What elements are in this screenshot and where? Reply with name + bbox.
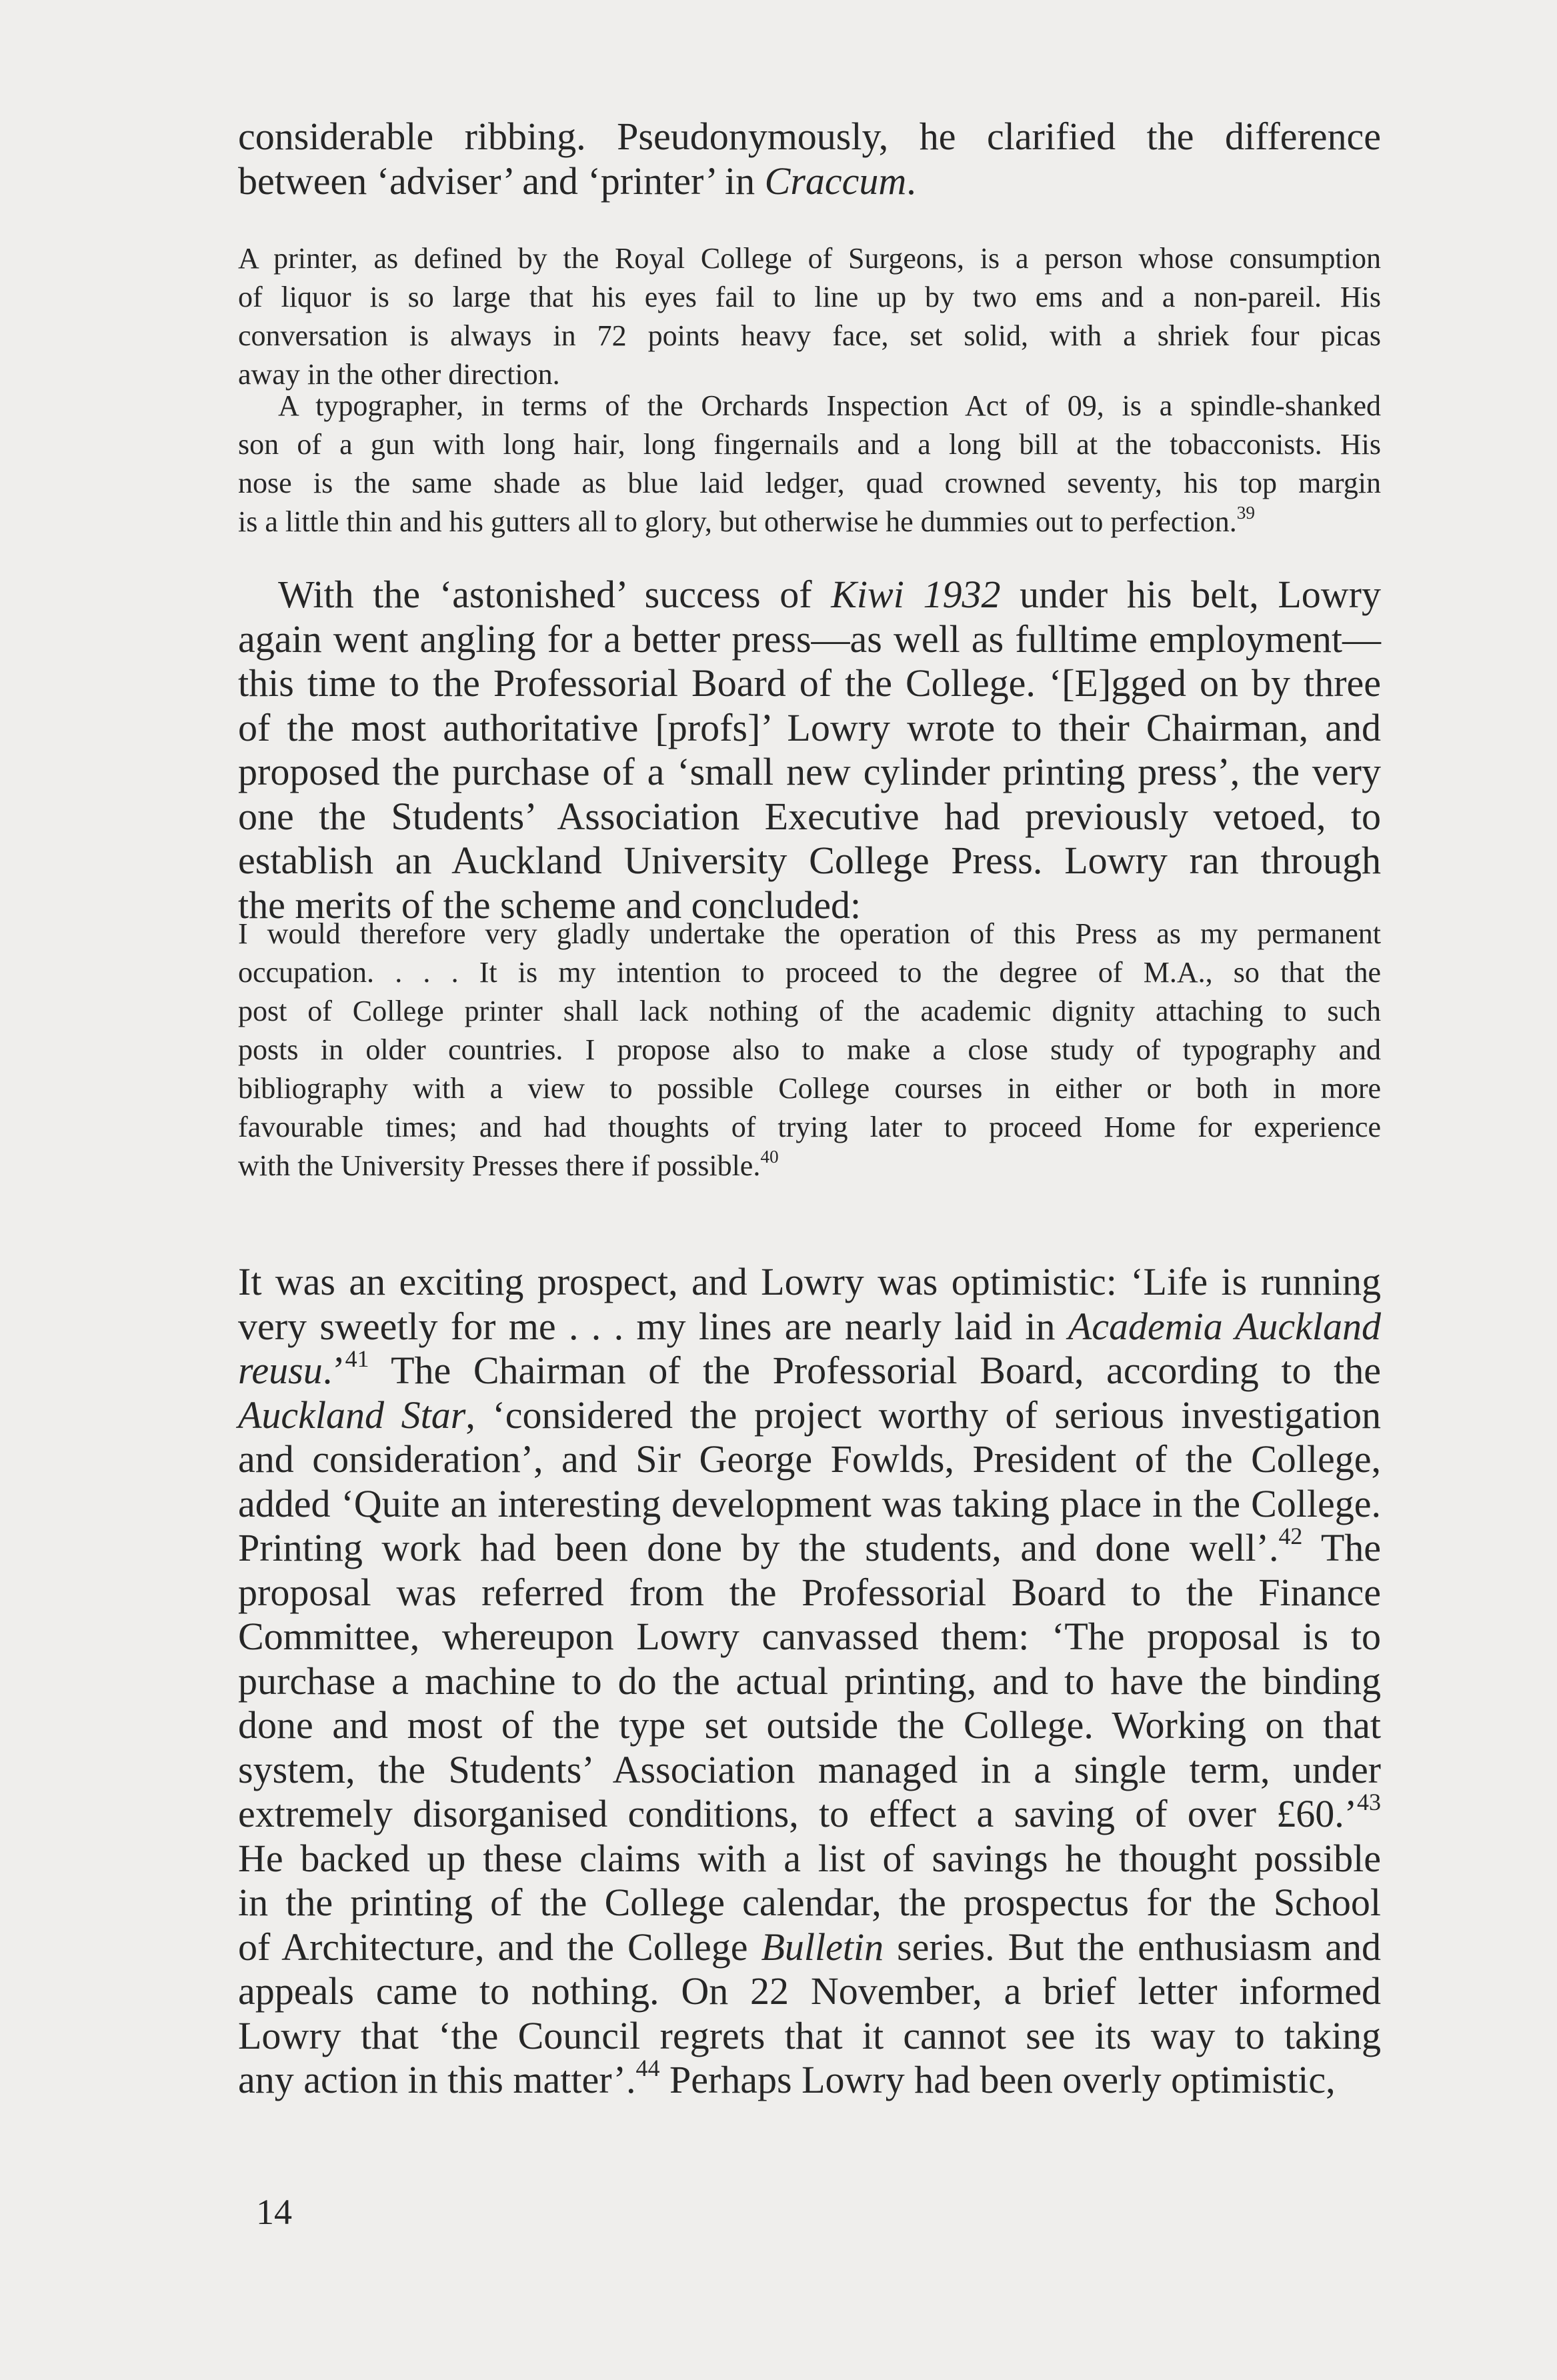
text-line: Printing work had been done by the students, and done well’.$^{42}$ The (238, 1522, 1382, 1569)
footnote-ref: 44 (635, 2054, 660, 2081)
italic-text: reusu (238, 1349, 323, 1392)
text-line: conversation is always in 72 points heavy face, set solid, with a shriek four picas (238, 319, 1381, 352)
text-line: added ‘Quite an interesting development was taking place in the College. (238, 1481, 1381, 1525)
paragraph-3 (238, 1260, 1381, 2103)
footnote-ref: 42 (1278, 1522, 1303, 1549)
italic-text: Academia Auckland (1068, 1304, 1381, 1348)
text-line: Lowry that ‘the Council regrets that it cannot see its way to taking (238, 2013, 1381, 2057)
block-quote-1b (238, 387, 1381, 541)
italic-text: Kiwi 1932 (831, 573, 1001, 616)
text-line: reusu.’$^{41}$ The Chairman of the Professorial Board, according to the (238, 1345, 1381, 1392)
text-line: bibliography with a view to possible College courses in either or both in more (238, 1072, 1381, 1105)
footnote-ref: 40 (760, 1146, 779, 1167)
footnote-ref: 43 (1357, 1788, 1381, 1815)
text-line: again went angling for a better press—as well as fulltime employment— (238, 617, 1381, 661)
text-line: considerable ribbing. Pseudonymously, he clarified the difference (238, 115, 1381, 158)
text-line: purchase a machine to do the actual printing, and to have the binding (238, 1659, 1381, 1703)
paragraph-2 (238, 573, 1381, 927)
text-line: post of College printer shall lack nothing of the academic dignity attaching to such (238, 995, 1381, 1027)
text-line: between ‘adviser’ and ‘printer’ in Craccum. (238, 159, 916, 203)
text-line: posts in older countries. I propose also to make a close study of typography and (238, 1033, 1381, 1066)
text-line: in the printing of the College calendar, the prospectus for the School (238, 1881, 1381, 1924)
text-line: I would therefore very gladly undertake the operation of this Press as my permanent (238, 917, 1381, 950)
page-number: 14 (256, 2192, 292, 2232)
text-line: of liquor is so large that his eyes fail to line up by two ems and a non-pareil. His (238, 281, 1381, 313)
text-line: proposed the purchase of a ‘small new cylinder printing press’, the very (238, 750, 1381, 793)
text-line: done and most of the type set outside the College. Working on that (238, 1703, 1381, 1747)
italic-text: Bulletin (761, 1925, 884, 1969)
italic-text: Craccum (764, 159, 907, 203)
text-line: favourable times; and had thoughts of trying later to proceed Home for experience (238, 1111, 1381, 1143)
text-line: Committee, whereupon Lowry canvassed them: ‘The proposal is to (238, 1615, 1381, 1658)
text-line: is a little thin and his gutters all to glory, but otherwise he dummies out to perfection.$^{39}$ (238, 502, 1256, 538)
text-line: very sweetly for me . . . my lines are nearly laid in Academia Auckland (238, 1304, 1381, 1348)
text-line: this time to the Professorial Board of the College. ‘[E]gged on by three (238, 661, 1381, 705)
footnote-ref: 39 (1236, 502, 1256, 523)
text-line: A printer, as defined by the Royal College of Surgeons, is a person whose consumption (238, 242, 1381, 275)
text-line: system, the Students’ Association managed in a single term, under (238, 1747, 1381, 1791)
text-line: away in the other direction. (238, 358, 560, 391)
text-line: of the most authoritative [profs]’ Lowry wrote to their Chairman, and (238, 705, 1381, 749)
text-line: Auckland Star, ‘considered the project worthy of serious investigation (238, 1393, 1381, 1437)
text-line: He backed up these claims with a list of savings he thought possible (238, 1836, 1381, 1880)
text-line: the merits of the scheme and concluded: (238, 883, 862, 927)
footnote-ref: 41 (345, 1345, 369, 1372)
text-line: proposal was referred from the Professorial Board to the Finance (238, 1570, 1381, 1614)
text-line: son of a gun with long hair, long fingernails and a long bill at the tobacconists. His (238, 428, 1381, 461)
text-line: nose is the same shade as blue laid ledger, quad crowned seventy, his top margin (238, 467, 1381, 499)
text-line: of Architecture, and the College Bulletin series. But the enthusiasm and (238, 1925, 1381, 1969)
text-line: with the University Presses there if possible.$^{40}$ (238, 1146, 779, 1182)
text-line: extremely disorganised conditions, to effect a saving of over £60.’$^{43}$ (238, 1788, 1381, 1835)
text-line: It was an exciting prospect, and Lowry was optimistic: ‘Life is running (238, 1260, 1381, 1303)
block-quote-2 (238, 915, 1381, 1185)
italic-text: Auckland Star (238, 1393, 466, 1437)
paragraph-1 (238, 115, 1381, 203)
text-line: one the Students’ Association Executive had previously vetoed, to (238, 794, 1381, 838)
text-line: any action in this matter’.$^{44}$ Perhaps Lowry had been overly optimistic, (238, 2054, 1336, 2101)
text-line: appeals came to nothing. On 22 November, a brief letter informed (238, 1969, 1381, 2013)
text-line: With the ‘astonished’ success of Kiwi 1932 under his belt, Lowry (278, 573, 1381, 616)
text-line: A typographer, in terms of the Orchards Inspection Act of 09, is a spindle-shanked (278, 389, 1381, 422)
text-line: occupation. . . . It is my intention to proceed to the degree of M.A., so that the (238, 956, 1381, 989)
block-quote-1a (238, 239, 1381, 394)
text-line: and consideration’, and Sir George Fowlds, President of the College, (238, 1437, 1381, 1481)
text-line: establish an Auckland University College Press. Lowry ran through (238, 839, 1381, 882)
